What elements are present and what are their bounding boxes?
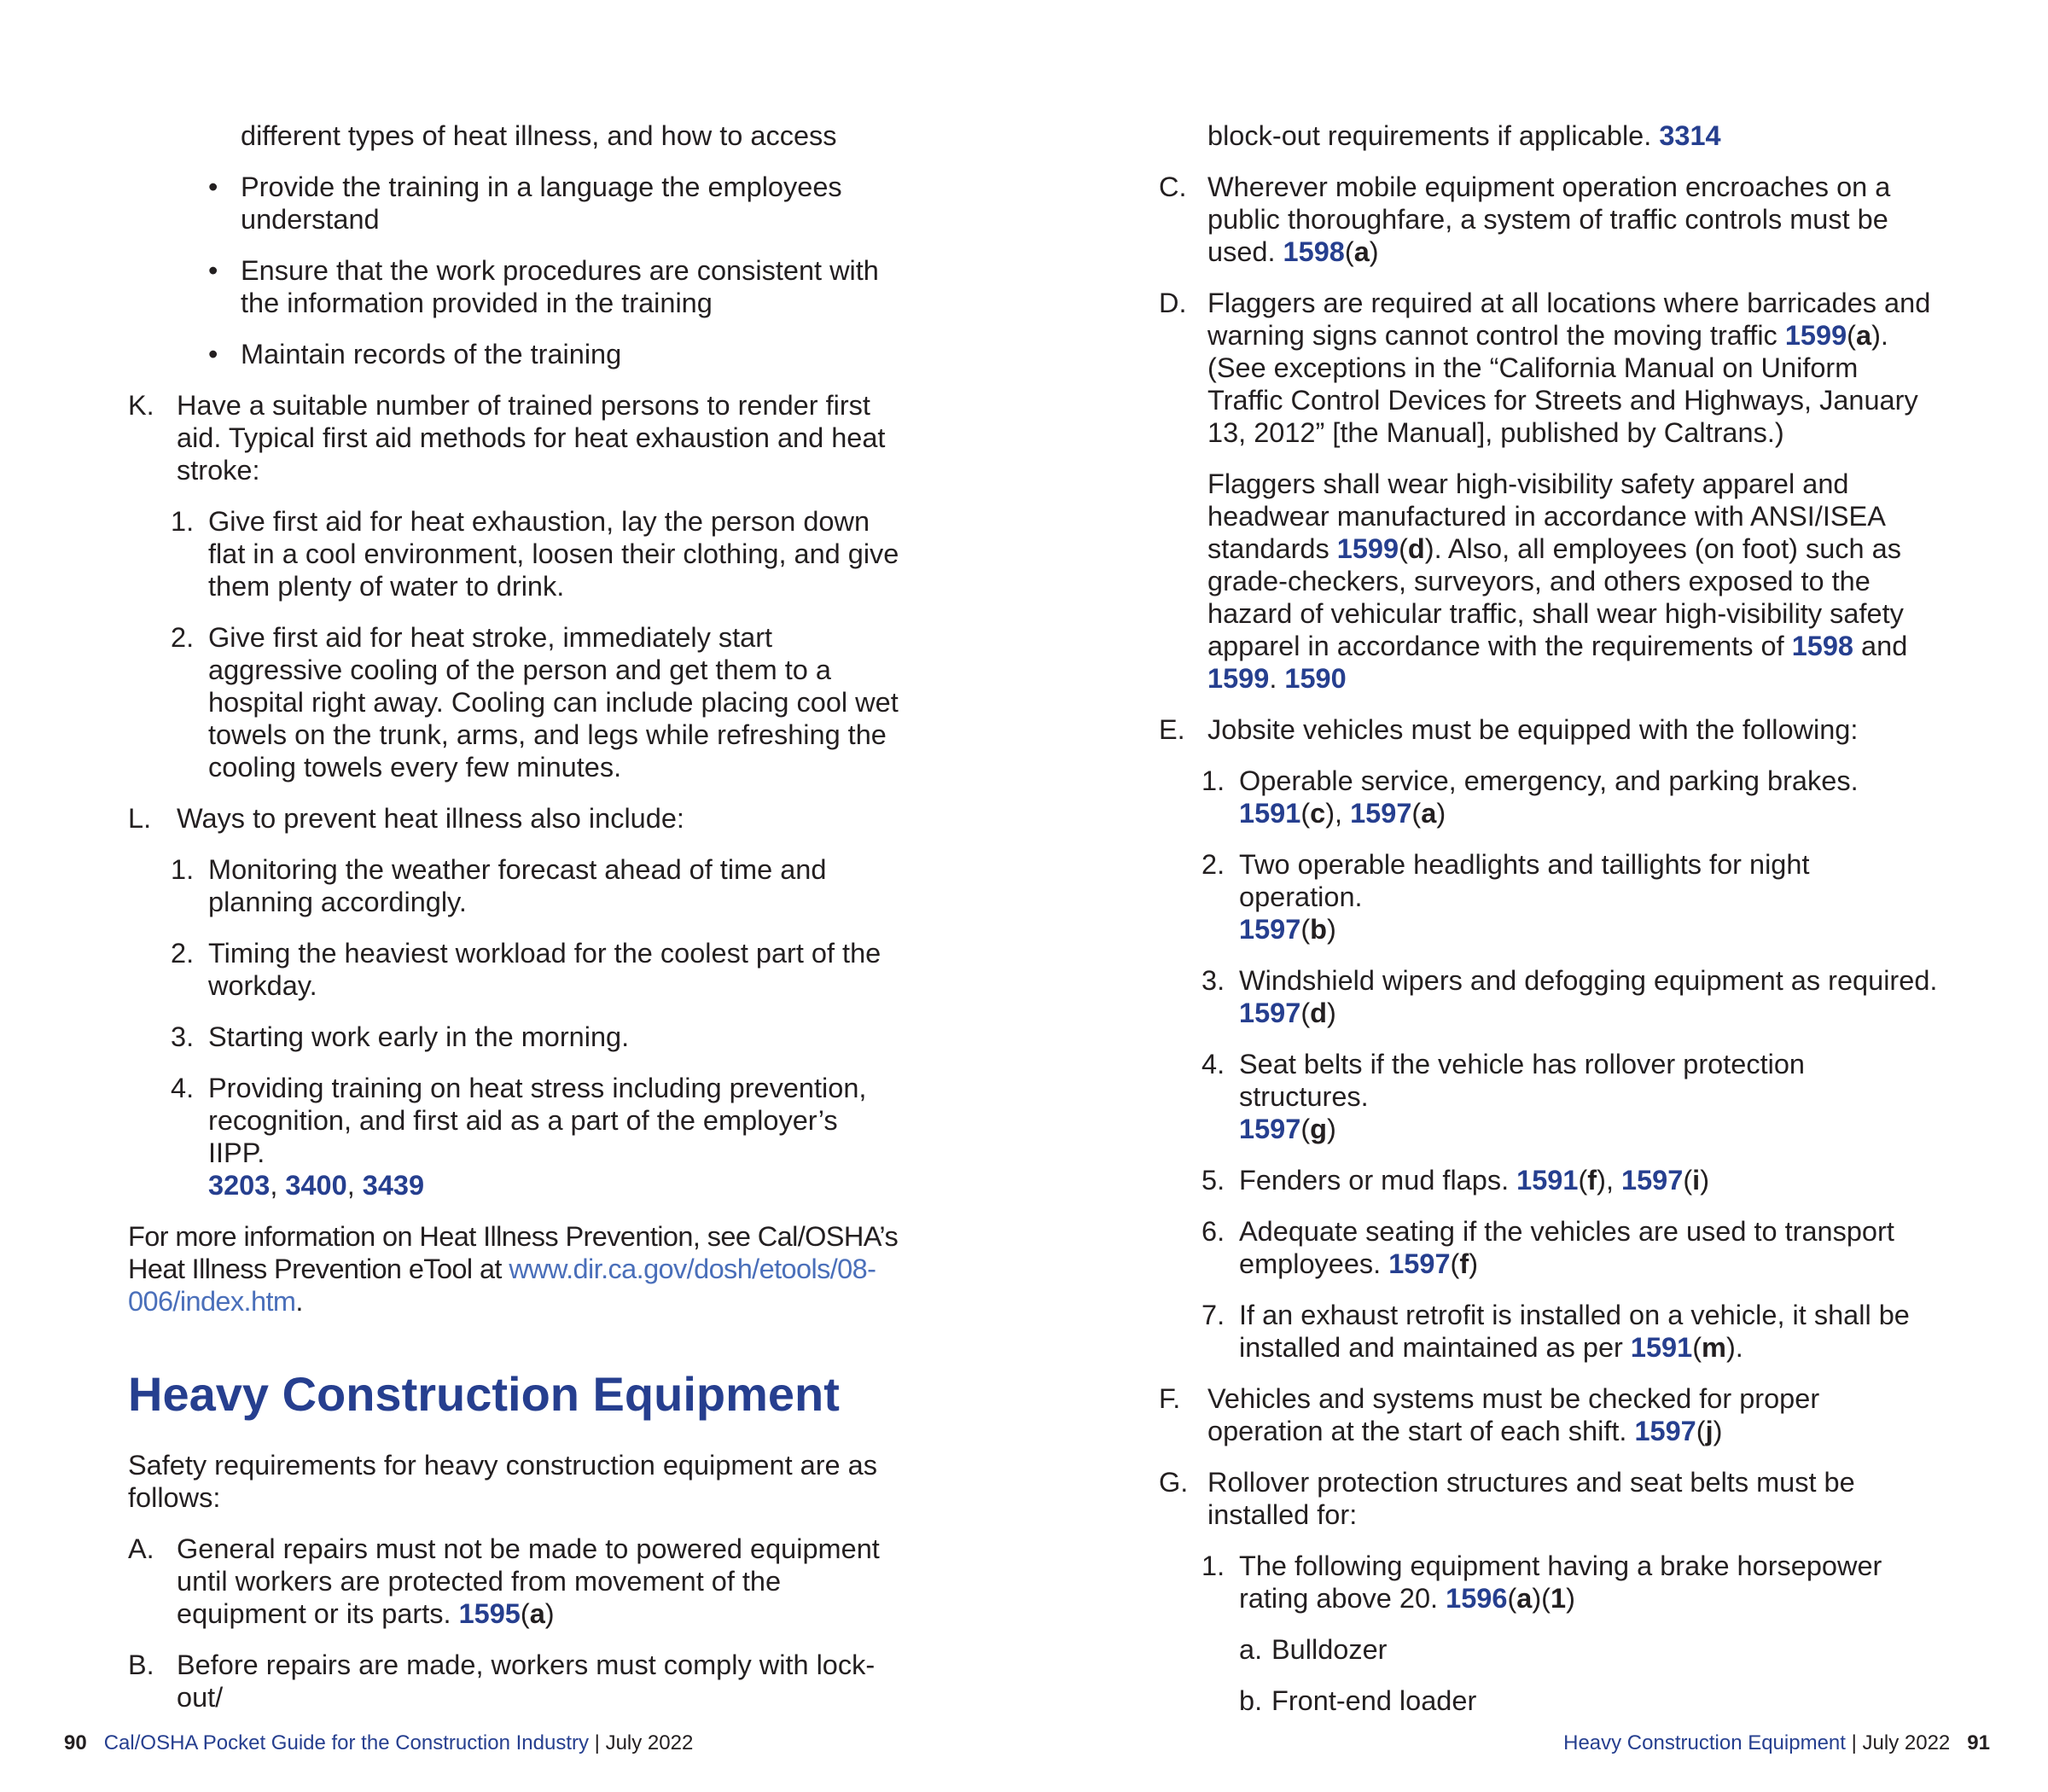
lettered-subitem <box>1159 1684 1940 1717</box>
subsection-letter: i <box>1692 1165 1701 1196</box>
item-label: F. <box>1159 1383 1181 1414</box>
regulation-ref[interactable]: 1597 <box>1621 1165 1684 1196</box>
item-label: D. <box>1159 288 1187 318</box>
subsection-letter: m <box>1702 1332 1726 1363</box>
item-text: Timing the heaviest workload for the coolest part of the workday. <box>208 938 881 1001</box>
item-text: Windshield wipers and defogging equipment as required. <box>1239 965 1938 996</box>
list-item-e <box>1159 713 1940 746</box>
item-number: 4. <box>171 1073 195 1103</box>
item-label: C. <box>1159 172 1187 202</box>
regulation-ref[interactable]: 1590 <box>1284 663 1347 694</box>
bullet-item <box>128 338 900 370</box>
bullet-text: Maintain records of the training <box>241 339 622 369</box>
item-number: 2. <box>171 938 195 969</box>
regulation-ref[interactable]: 1599 <box>1336 533 1399 564</box>
numbered-item <box>128 505 900 602</box>
item-label: G. <box>1159 1467 1189 1498</box>
item-text: Adequate seating if the vehicles are used to transport employees. <box>1239 1216 1894 1279</box>
page-number: 90 <box>64 1731 87 1754</box>
numbered-item: 7. If an exhaust retrofit is installed on a vehicle, it shall be installed and maintained as per 1591(m). <box>1201 1300 1910 1363</box>
regulation-ref[interactable]: 1597 <box>1350 798 1412 829</box>
regulation-ref[interactable]: 1591 <box>1630 1332 1693 1363</box>
item-text: Vehicles and systems must be checked for proper operation at the start of each shift. <box>1207 1383 1820 1446</box>
subsection-letter: a <box>1353 236 1370 267</box>
regulation-ref[interactable]: 1597 <box>1388 1248 1451 1279</box>
paragraph-text: and <box>1861 631 1908 661</box>
item-text: Give first aid for heat stroke, immediately start aggressive cooling of the person and get them to a hospital right away. Cooling can include placing cool wet towels on the trunk, arms, and legs while refreshing the cooling towels every few minutes. <box>208 622 899 783</box>
item-number: 1. <box>171 854 195 885</box>
bullet-icon: • <box>208 255 218 286</box>
footer-title: Cal/OSHA Pocket Guide for the Construction Industry <box>103 1731 589 1754</box>
regulation-ref[interactable]: 1597 <box>1239 998 1301 1028</box>
regulation-ref[interactable]: 1599 <box>1207 663 1270 694</box>
subsection-letter: a <box>529 1598 545 1629</box>
subsection-number: 1 <box>1551 1583 1567 1614</box>
item-number: 3. <box>171 1021 195 1052</box>
regulation-ref[interactable]: 1598 <box>1283 236 1345 267</box>
paragraph-text: Flaggers shall wear high-visibility safety apparel and headwear manufactured in accordance with ANSI/ISEA standards <box>1207 468 1885 564</box>
bullet-item <box>128 254 900 319</box>
item-number: 2. <box>1201 849 1225 880</box>
list-item-l <box>128 802 900 835</box>
item-text: Jobsite vehicles must be equipped with the following: <box>1207 714 1859 745</box>
subitem-text: Bulldozer <box>1271 1634 1388 1665</box>
regulation-ref[interactable]: 3400 <box>285 1170 347 1201</box>
item-text: Give first aid for heat exhaustion, lay the person down flat in a cool environment, loosen their clothing, and give them plenty of water to drink. <box>208 506 899 602</box>
more-info-end: . <box>295 1286 303 1317</box>
item-number: 6. <box>1201 1216 1225 1247</box>
item-number: 7. <box>1201 1300 1225 1330</box>
numbered-item <box>128 1021 900 1053</box>
regulation-ref[interactable]: 1597 <box>1239 914 1301 945</box>
numbered-item <box>128 853 900 918</box>
item-text: Have a suitable number of trained persons to render first aid. Typical first aid methods for heat exhaustion and heat stroke: <box>177 390 886 486</box>
item-number: 1. <box>1201 765 1225 796</box>
footer-date: July 2022 <box>1862 1731 1951 1754</box>
regulation-ref[interactable]: 1597 <box>1634 1416 1696 1446</box>
item-text: Rollover protection structures and seat belts must be installed for: <box>1207 1467 1855 1530</box>
item-text: . <box>1735 1332 1743 1363</box>
right-page-footer <box>1563 1731 1990 1756</box>
numbered-item: 4. Providing training on heat stress including prevention, recognition, and first aid as a part of the employer’s IIPP. 3203, 3400, 3439 <box>171 1073 867 1201</box>
left-page-footer <box>64 1731 693 1756</box>
list-item-a: A. General repairs must not be made to powered equipment until workers are protected from movement of the equipment or its parts. 1595(a) <box>128 1533 880 1629</box>
subsection-letter: g <box>1310 1114 1327 1144</box>
item-number: 5. <box>1201 1165 1225 1196</box>
bullet-icon: • <box>208 339 218 369</box>
item-text: Operable service, emergency, and parking brakes. <box>1239 765 1859 796</box>
list-item-b <box>128 1649 900 1713</box>
subsection-letter: a <box>1855 320 1872 351</box>
more-info-text: For more information on Heat Illness Prevention, see Cal/OSHA’s Heat Illness Prevention eTool at <box>128 1221 899 1284</box>
bullet-continuation: different types of heat illness, and how to access <box>241 120 837 151</box>
subsection-letter: a <box>1516 1583 1533 1614</box>
numbered-item <box>128 621 900 783</box>
item-text: Flaggers are required at all locations where barricades and warning signs cannot control the moving traffic <box>1207 288 1931 351</box>
subsection-letter: a <box>1421 798 1437 829</box>
item-number: 1. <box>171 506 195 537</box>
item-text: Two operable headlights and taillights for night operation. <box>1239 849 1810 912</box>
list-item-c: C. Wherever mobile equipment operation encroaches on a public thoroughfare, a system of traffic controls must be used. 1598(a) <box>1159 172 1891 267</box>
regulation-ref[interactable]: 3314 <box>1659 120 1721 151</box>
item-text: The following equipment having a brake horsepower rating above 20. <box>1239 1551 1882 1614</box>
item-text: If an exhaust retrofit is installed on a vehicle, it shall be installed and maintained as per <box>1239 1300 1910 1363</box>
item-number: 4. <box>1201 1049 1225 1079</box>
item-text: . (See exceptions in the “California Manual on Uniform Traffic Control Devices for Streets and Highways, January 13, 2012” [the Manual], published by Caltrans.) <box>1207 320 1918 448</box>
item-number: 1. <box>1201 1551 1225 1581</box>
item-text: Before repairs are made, workers must comply with lock-out/ <box>177 1649 876 1713</box>
section-heading: Heavy Construction Equipment <box>128 1367 840 1421</box>
numbered-item: 1. The following equipment having a brake horsepower rating above 20. 1596(a)(1) <box>1201 1551 1882 1614</box>
regulation-ref[interactable]: 1597 <box>1239 1114 1301 1144</box>
footer-separator: | <box>1851 1731 1857 1754</box>
item-text: General repairs must not be made to powered equipment until workers are protected from movement of the equipment or its parts. <box>177 1533 880 1629</box>
item-text: Fenders or mud flaps. <box>1239 1165 1510 1196</box>
item-label: A. <box>128 1533 154 1564</box>
subsection-letter: c <box>1310 798 1326 829</box>
regulation-ref[interactable]: 1599 <box>1784 320 1847 351</box>
subsection-letter: b <box>1310 914 1327 945</box>
regulation-ref[interactable]: 1595 <box>458 1598 521 1629</box>
list-item-k <box>128 389 900 486</box>
footer-date: July 2022 <box>605 1731 694 1754</box>
footer-separator: | <box>594 1731 600 1754</box>
regulation-ref[interactable]: 3439 <box>362 1170 425 1201</box>
item-text: Seat belts if the vehicle has rollover protection structures. <box>1239 1049 1805 1112</box>
regulation-ref[interactable]: 1591 <box>1516 1165 1579 1196</box>
subsection-letter: j <box>1705 1416 1713 1446</box>
regulation-ref[interactable]: 1598 <box>1791 631 1854 661</box>
item-text: Providing training on heat stress including prevention, recognition, and first aid as a part of the employer’s IIPP. <box>208 1073 867 1168</box>
item-label: L. <box>128 803 152 834</box>
etool-link[interactable]: www.dir.ca.gov/dosh/etools/08-006/index.htm <box>128 1254 876 1317</box>
item-label: B. <box>128 1649 154 1680</box>
numbered-item: 1. Operable service, emergency, and parking brakes. 1591(c), 1597(a) <box>1201 765 1859 829</box>
left-page-column <box>128 119 900 1732</box>
bullet-text: Ensure that the work procedures are consistent with the information provided in the training <box>241 255 879 318</box>
numbered-item: 3. Windshield wipers and defogging equipment as required. 1597(d) <box>1201 965 1938 1028</box>
lettered-subitem <box>1159 1633 1940 1666</box>
item-number: 2. <box>171 622 195 653</box>
numbered-item: 6. Adequate seating if the vehicles are used to transport employees. 1597(f) <box>1201 1216 1894 1279</box>
bullet-icon: • <box>208 172 218 202</box>
item-text: Wherever mobile equipment operation encroaches on a public thoroughfare, a system of traffic controls must be used. <box>1207 172 1891 267</box>
footer-title: Heavy Construction Equipment <box>1563 1731 1846 1754</box>
regulation-ref[interactable]: 3203 <box>208 1170 271 1201</box>
subitem-text: Front-end loader <box>1271 1685 1477 1716</box>
item-text: block-out requirements if applicable. <box>1207 120 1652 151</box>
regulation-ref[interactable]: 1596 <box>1446 1583 1508 1614</box>
numbered-item: 2. Two operable headlights and taillights for night operation. 1597(b) <box>1201 849 1810 945</box>
numbered-item <box>128 937 900 1002</box>
more-info-paragraph <box>128 1220 900 1318</box>
right-page-column <box>1159 119 1940 1736</box>
subitem-letter: a. <box>1239 1634 1263 1665</box>
numbered-item: 4. Seat belts if the vehicle has rollover protection structures. 1597(g) <box>1201 1049 1805 1144</box>
regulation-ref[interactable]: 1591 <box>1239 798 1301 829</box>
item-text: Ways to prevent heat illness also include: <box>177 803 684 834</box>
item-number: 3. <box>1201 965 1225 996</box>
page-number: 91 <box>1967 1731 1990 1754</box>
item-b-continuation <box>1159 119 1940 152</box>
section-intro: Safety requirements for heavy construction equipment are as follows: <box>128 1450 877 1513</box>
item-text: Starting work early in the morning. <box>208 1021 630 1052</box>
paragraph-text: . Also, all employees (on foot) such as grade-checkers, surveyors, and others exposed to the hazard of vehicular traffic, shall wear high-visibility safety apparel in accordance with the requirements of <box>1207 533 1904 661</box>
bullet-item <box>128 171 900 236</box>
item-d-paragraph-2: Flaggers shall wear high-visibility safety apparel and headwear manufactured in accordance with ANSI/ISEA standards 1599(d). Also, all employees (on foot) such as grade-checkers, surveyors, and others exposed to the hazard of vehicular traffic, shall wear high-visibility safety apparel in accordance with the requirements of 1598 and 1599. 1590 <box>1207 468 1908 694</box>
subsection-letter: f <box>1459 1248 1469 1279</box>
list-item-g <box>1159 1466 1940 1531</box>
numbered-item: 5. Fenders or mud flaps. 1591(f), 1597(i) <box>1201 1165 1710 1196</box>
list-item-d: D. Flaggers are required at all locations where barricades and warning signs cannot control the moving traffic 1599(a). (See exceptions in the “California Manual on Uniform Traffic Control Devices for Streets and Highways, January 13, 2012” [the Manual], published by Caltrans.) <box>1159 288 1931 448</box>
item-text: Monitoring the weather forecast ahead of time and planning accordingly. <box>208 854 827 917</box>
bullet-text: Provide the training in a language the employees understand <box>241 172 842 235</box>
item-label: E. <box>1159 714 1185 745</box>
subsection-letter: f <box>1587 1165 1597 1196</box>
subsection-letter: d <box>1310 998 1327 1028</box>
list-item-f: F. Vehicles and systems must be checked for proper operation at the start of each shift. 1597(j) <box>1159 1383 1820 1446</box>
subitem-letter: b. <box>1239 1685 1263 1716</box>
subsection-letter: d <box>1407 533 1425 564</box>
item-label: K. <box>128 390 154 421</box>
